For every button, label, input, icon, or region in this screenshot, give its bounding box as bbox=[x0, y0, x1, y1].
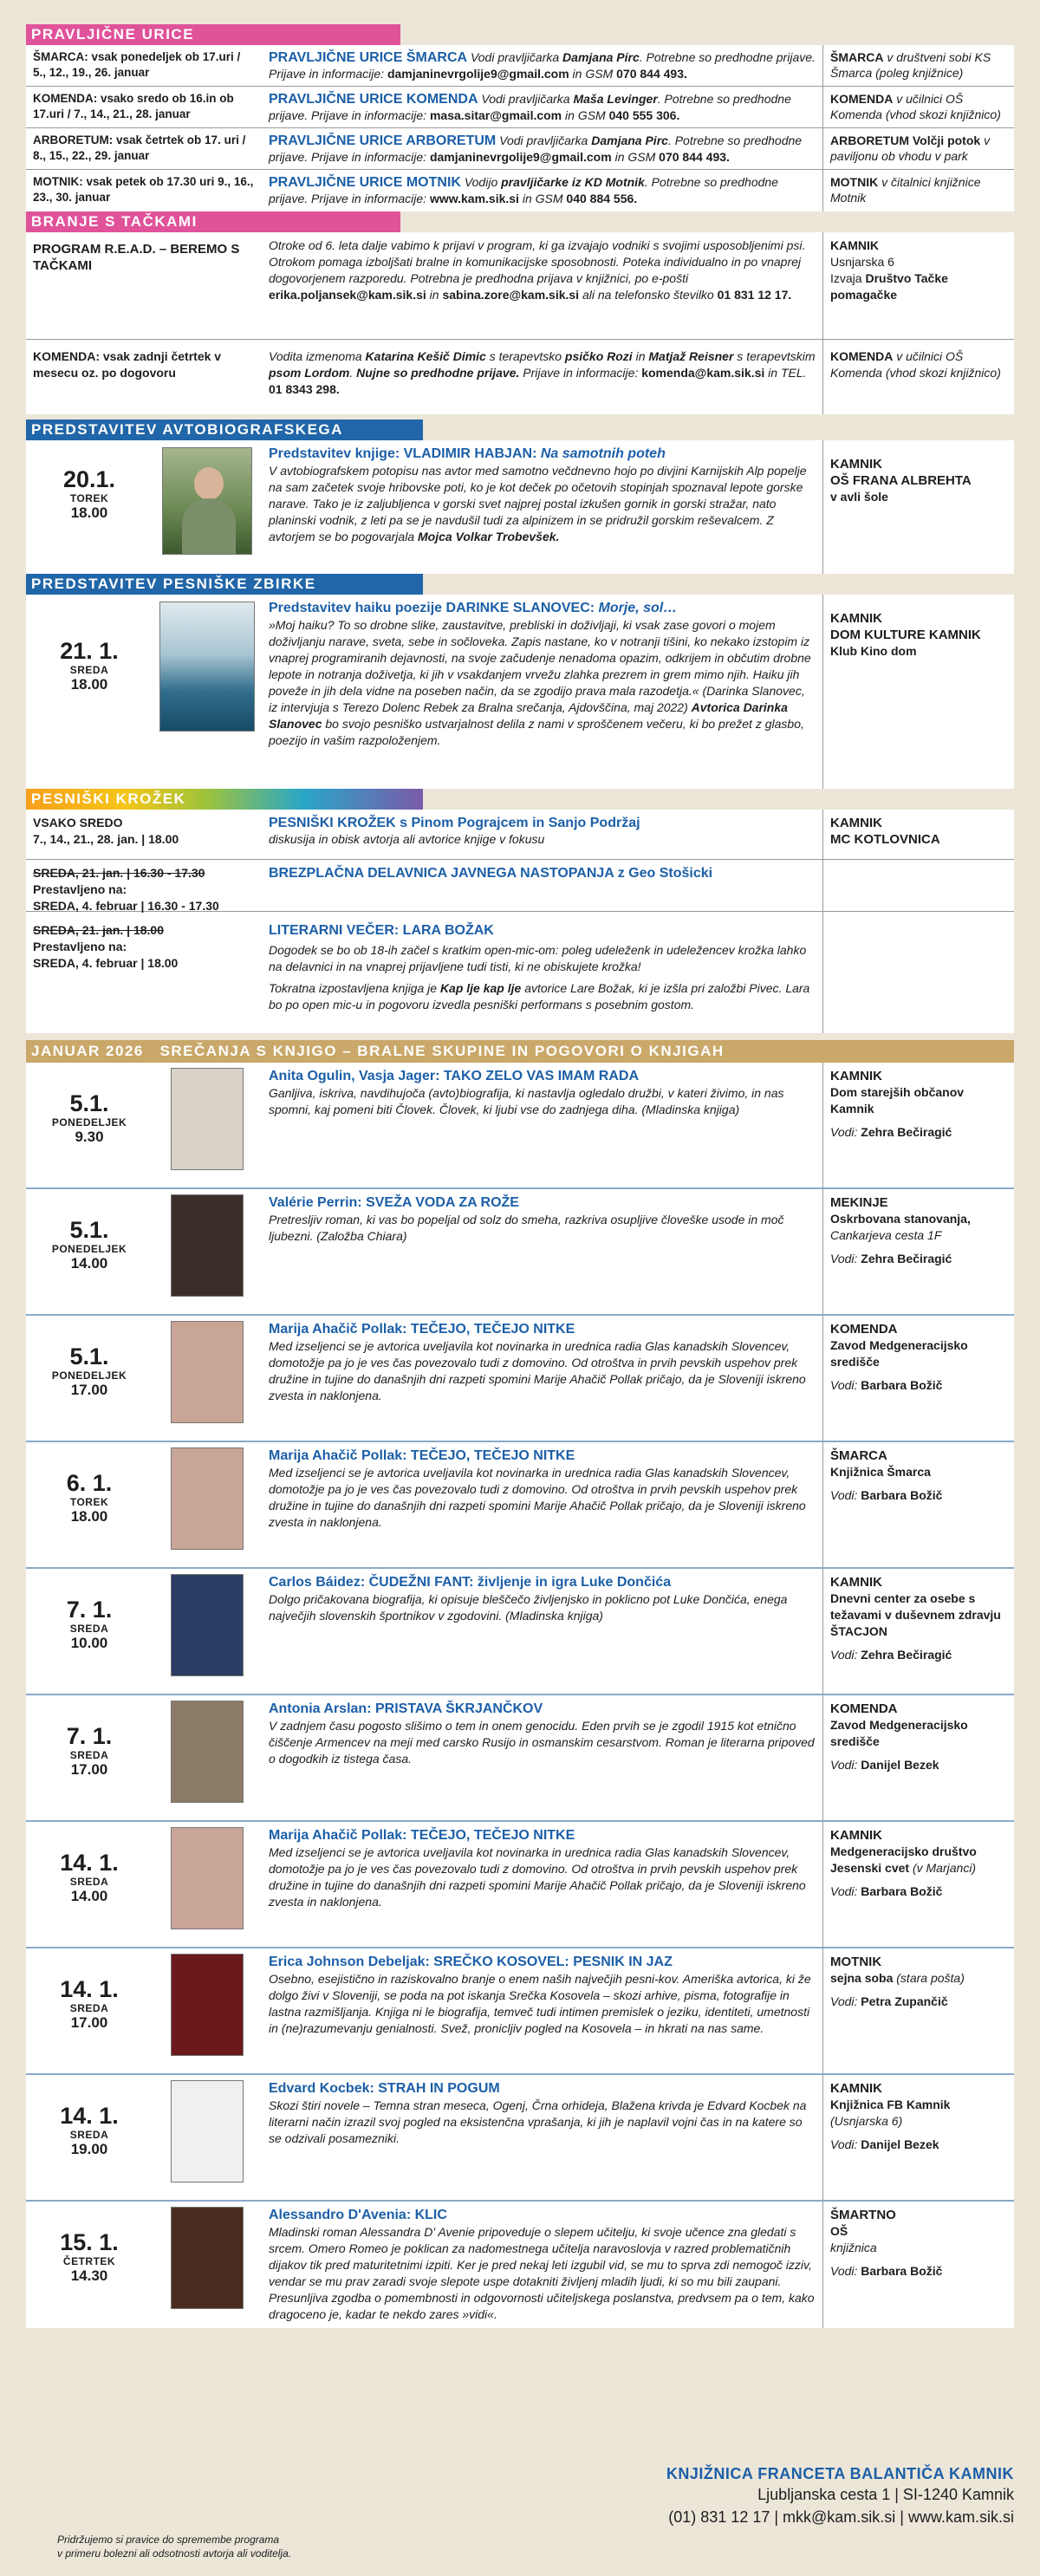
event-location: KAMNIK Knjižnica FB Kamnik (Usnjarska 6) Vodi: Danijel Bezek bbox=[830, 2081, 951, 2151]
urice-desc: PRAVLJIČNE URICE MOTNIK Vodijo pravljičarke iz KD Motnik. Potrebne so predhodne prijave. Prijave in informacije: www.kam.sik.si in GSM 040 884 556. bbox=[262, 170, 823, 211]
date-time: 18.00 bbox=[70, 676, 108, 693]
event-location: KOMENDA Zavod Medgeneracijsko središče Vodi: Barbara Božič bbox=[830, 1322, 968, 1392]
krozek-desc: PESNIŠKI KROŽEK s Pinom Pograjcem in Sanjo Podržaj diskusija in obisk avtorja ali avtorice knjige v fokusu bbox=[262, 810, 823, 859]
book-cover bbox=[153, 1695, 262, 1820]
event-location: KAMNIK Medgeneracijsko društvo Jesenski cvet (v Marjanci) Vodi: Barbara Božič bbox=[830, 1828, 977, 1898]
urice-row bbox=[26, 128, 1014, 170]
tacke-row bbox=[26, 232, 1014, 340]
book-cover bbox=[153, 1063, 262, 1187]
krozek-location bbox=[823, 912, 1014, 1033]
event-desc: Carlos Báidez: ČUDEŽNI FANT: življenje in igra Luke Dončića Dolgo pričakovana biografija, ki opisuje bleščečo življenjsko in poklicno pot Luke Dončića, enega največjih slovenskih športnikov v zgodovini. (Mladinska knjiga) bbox=[262, 1569, 823, 1694]
tacke-program: PROGRAM R.E.A.D. – BEREMO S TAČKAMI bbox=[33, 242, 240, 273]
tacke-desc: Vodita izmenoma Katarina Kešič Dimic s terapevtsko psičko Rozi in Matjaž Reisner s terapevtskim psom Lordom. Nujne so predhodne prijave. Prijave in informacije: komenda@kam.sik.si in TEL. 01 8343 298. bbox=[262, 340, 823, 414]
book-cover bbox=[153, 1189, 262, 1314]
library-info bbox=[666, 2465, 1014, 2528]
section-header-avto: PREDSTAVITEV AVTOBIOGRAFSKEGA POTOPISA bbox=[26, 420, 423, 440]
krozek-when: VSAKO SREDO 7., 14., 21., 28. jan. | 18.00 bbox=[33, 816, 179, 846]
date-time: 17.00 bbox=[70, 2014, 108, 2031]
date-weekday: ČETRTEK bbox=[62, 2255, 116, 2267]
event-row bbox=[26, 1316, 1014, 1442]
date-day: 5.1. bbox=[69, 1343, 109, 1369]
event-date bbox=[26, 1189, 153, 1314]
urice-when: KOMENDA: vsako sredo ob 16.in ob 17.uri / 7., 14., 21., 28. januar bbox=[33, 92, 234, 120]
book-cover bbox=[153, 595, 262, 789]
library-address: Ljubljanska cesta 1 | SI-1240 Kamnik bbox=[757, 2486, 1014, 2503]
tacke-location: KAMNIK Usnjarska 6 Izvaja Društvo Tačke pomagačke bbox=[830, 238, 948, 302]
program-page bbox=[26, 24, 1014, 2328]
event-desc: Valérie Perrin: SVEŽA VODA ZA ROŽE Pretresljiv roman, ki vas bo popeljal od solz do smeha, razkriva osupljive človeške usode in moč ljubezni. (Založba Chiara) bbox=[262, 1189, 823, 1314]
event-desc: Predstavitev haiku poezije DARINKE SLANOVEC: Morje, sol… »Moj haiku? To so drobne slike, zaustavitve, prebliski in doživljaji, ki vsak zase govori o mojem doživljanju narave, sveta, sebe in sočloveka. Zapis nastane, ko v notranji tišini, ko nekako izstopim iz vnaprej programiranih dejavnosti, na svoje začudenje nenadoma opazim, odkrijem in občutim drobne lepote in notranja doživetja, ki jih v vsakdanjem vrvežu zlahka prezrem in grem mimo njih. Haiku jih poveže in jih dela vidne na poseben način, da se zgodijo prava mala razodetja.« (Darinka Slanovec, iz intervjuja s Terezo Dolenc Rebek za Bralna srečanja, Ajdovščina, maj 2022) Avtorica Darinka Slanovec bo svojo pesniško ustvarjalnost delila z nami v sproščenem večeru, ki bo prežet z glasbo, poezijo in vašim razpoloženjem. bbox=[262, 595, 823, 789]
event-row bbox=[26, 2202, 1014, 2328]
pesn-event bbox=[26, 595, 1014, 789]
krozek-when: SREDA, 21. jan. | 16.30 - 17.30 Prestavljeno na: SREDA, 4. februar | 16.30 - 17.30 bbox=[33, 866, 219, 913]
event-row bbox=[26, 595, 1014, 789]
date-day: 14. 1. bbox=[60, 1976, 119, 2002]
event-desc: Antonia Arslan: PRISTAVA ŠKRJANČKOV V zadnjem času pogosto slišimo o tem in onem genocidu. Eden prvih se je zgodil 1915 kot etnično čiščenje Armencev na meji med carsko Rusijo in osmanskim cesarstvom. Roman je literarna pripoved o dogodkih iz tistega časa. bbox=[262, 1695, 823, 1820]
krozek-row bbox=[26, 810, 1014, 860]
date-weekday: SREDA bbox=[69, 1876, 109, 1888]
event-desc: Marija Ahačič Pollak: TEČEJO, TEČEJO NITKE Med izseljenci se je avtorica uveljavila kot novinarka in urednica radia Glas kanadskih Slovencev, domotožje pa jo je ves čas povezovalo tudi z domovino. Od otroštva in prvih pevskih uspehov prek družine in tujine do današnjih dni razpeti spomini Marije Ahačič Pollak pričajo, da je Sloveniji iskreno zvesta in naklonjena. bbox=[262, 1316, 823, 1441]
urice-desc: PRAVLJIČNE URICE KOMENDA Vodi pravljičarka Maša Levinger. Potrebne so predhodne prijave. Prijave in informacije: masa.sitar@gmail.com in GSM 040 555 306. bbox=[262, 87, 823, 127]
krozek-desc: BREZPLAČNA DELAVNICA JAVNEGA NASTOPANJA z Geo Stošicki bbox=[262, 860, 823, 911]
library-name: KNJIŽNICA FRANCETA BALANTIČA KAMNIK bbox=[666, 2465, 1014, 2482]
library-contact[interactable]: (01) 831 12 17 | mkk@kam.sik.si | www.kam.sik.si bbox=[668, 2508, 1014, 2526]
date-day: 21. 1. bbox=[60, 638, 119, 664]
urice-when: MOTNIK: vsak petek ob 17.30 uri 9., 16., 23., 30. januar bbox=[33, 175, 254, 204]
date-day: 5.1. bbox=[69, 1090, 109, 1116]
date-time: 14.00 bbox=[70, 1888, 108, 1904]
event-row bbox=[26, 1569, 1014, 1695]
event-date bbox=[26, 1822, 153, 1947]
urice-location: ŠMARCA v društveni sobi KS Šmarca (poleg knjižnice) bbox=[830, 50, 991, 80]
date-weekday: SREDA bbox=[69, 1623, 109, 1635]
events-table bbox=[26, 1063, 1014, 2328]
date-day: 7. 1. bbox=[66, 1723, 113, 1749]
urice-location: KOMENDA v učilnici OŠ Komenda (vhod skozi knjižnico) bbox=[830, 92, 1001, 121]
book-cover bbox=[153, 2075, 262, 2200]
event-desc: Marija Ahačič Pollak: TEČEJO, TEČEJO NITKE Med izseljenci se je avtorica uveljavila kot novinarka in urednica radia Glas kanadskih Slovencev, domotožje pa jo je ves čas povezovalo tudi z domovino. Od otroštva in prvih pevskih uspehov prek družine in tujine do današnjih dni razpeti spomini Marije Ahačič Pollak pričajo, da je Sloveniji iskreno zvesta in naklonjena. bbox=[262, 1442, 823, 1567]
event-desc: Edvard Kocbek: STRAH IN POGUM Skozi štiri novele – Temna stran meseca, Ogenj, Črna orhideja, Blažena krivda je Edvard Kocbek na literarni način izrazil svoj pogled na eksistenčna vprašanja, ki jih je naplavil vojni čas in na katere so se odzivali posamezniki. bbox=[262, 2075, 823, 2200]
urice-location: ARBORETUM Volčji potok v paviljonu ob vhodu v park bbox=[830, 133, 991, 163]
tacke-location: KOMENDA v učilnici OŠ Komenda (vhod skozi knjižnico) bbox=[830, 349, 1001, 380]
event-location: MOTNIK sejna soba (stara pošta) Vodi: Petra Zupančič bbox=[830, 1955, 965, 2008]
event-location: KAMNIK Dom starejših občanov Kamnik Vodi: Zehra Bečiragić bbox=[830, 1069, 965, 1139]
book-cover bbox=[153, 1569, 262, 1694]
event-date bbox=[26, 1695, 153, 1820]
urice-location: MOTNIK v čitalnici knjižnice Motnik bbox=[830, 175, 981, 205]
date-weekday: SREDA bbox=[69, 2129, 109, 2141]
date-time: 10.00 bbox=[70, 1635, 108, 1651]
urice-when: ARBORETUM: vsak četrtek ob 17. uri / 8., 15., 22., 29. januar bbox=[33, 133, 246, 162]
event-desc: Anita Ogulin, Vasja Jager: TAKO ZELO VAS IMAM RADA Ganljiva, iskriva, navdihujoča (avto)biografija, ki nastavlja ogledalo družbi, v kateri živimo, in nas spomni, kaj pomeni biti Človek. Človek, ki ljubi vse do zadnjega diha. (Mladinska knjiga) bbox=[262, 1063, 823, 1187]
section-header-tacke: BRANJE S TAČKAMI bbox=[26, 211, 400, 232]
section-header-januar bbox=[26, 1040, 1014, 1063]
krozek-location: KAMNIK MC KOTLOVNICA bbox=[830, 816, 940, 847]
event-row bbox=[26, 1063, 1014, 1189]
date-weekday: PONEDELJEK bbox=[51, 1369, 127, 1382]
event-date bbox=[26, 1063, 153, 1187]
tacke-table bbox=[26, 232, 1014, 414]
event-desc: Erica Johnson Debeljak: SREČKO KOSOVEL: PESNIK IN JAZ Osebno, esejistično in raziskovalno branje o enem naših največjih pesni-kov. Ameriška avtorica, ki že dolgo živi v Sloveniji, se poda na pot iskanja Srečka Kosovela – skozi arhive, pisma, fotografije in lastna razmišljanja. Knjiga ni le biografija, temveč tudi intimen premislek o jeziku, identiteti, umetnosti in (ne)razumevanju genialnosti. Svež, pronicljiv pogled na Kosovela – in hkrati na nas same. bbox=[262, 1948, 823, 2073]
krozek-row bbox=[26, 860, 1014, 912]
date-weekday: SREDA bbox=[69, 664, 109, 676]
urice-desc: PRAVLJIČNE URICE ŠMARCA Vodi pravljičarka Damjana Pirc. Potrebne so predhodne prijave. Prijave in informacije: damjaninevrgolije9@gmail.com in GSM 070 844 493. bbox=[262, 45, 823, 86]
date-time: 17.00 bbox=[70, 1761, 108, 1778]
event-location: KAMNIK Dnevni center za osebe s težavami v duševnem zdravju ŠTACJON Vodi: Zehra Bečiragić bbox=[830, 1575, 1001, 1662]
event-date bbox=[26, 1569, 153, 1694]
date-time: 19.00 bbox=[70, 2141, 108, 2157]
event-location: KAMNIK DOM KULTURE KAMNIK Klub Kino dom bbox=[830, 611, 981, 658]
section-header-pesn: PREDSTAVITEV PESNIŠKE ZBIRKE bbox=[26, 574, 423, 595]
date-day: 15. 1. bbox=[60, 2229, 119, 2255]
date-day: 5.1. bbox=[69, 1217, 109, 1243]
date-day: 6. 1. bbox=[66, 1470, 113, 1496]
event-location: KAMNIK OŠ FRANA ALBREHTA v avli šole bbox=[830, 457, 972, 504]
event-location: MEKINJE Oskrbovana stanovanja, Cankarjeva cesta 1F Vodi: Zehra Bečiragić bbox=[830, 1195, 971, 1265]
event-date bbox=[26, 2202, 153, 2328]
event-desc: Predstavitev knjige: VLADIMIR HABJAN: Na samotnih poteh V avtobiografskem potopisu nas avtor med samotno večdnevno hojo po divjini Karnijskih Alp popelje na sam začetek svoje hribovske poti, ko je kot deček po očetovih stopinjah spoznaval lepote gorske narave. Tako je iz zaljubljenca v gorski svet najprej postal izkušen gornik in gorski stražar, nato planinski vodnik, z leti pa se je navdušil tudi za alpinizem in se pridružil gorskim reševalcem. Z avtorjem se bo pogovarjala Mojca Volkar Trobevšek. bbox=[262, 440, 823, 574]
urice-when: ŠMARCA: vsak ponedeljek ob 17.uri / 5., 12., 19., 26. januar bbox=[33, 50, 241, 79]
date-time: 18.00 bbox=[70, 504, 108, 521]
event-row bbox=[26, 1442, 1014, 1569]
event-location: ŠMARTNO OŠ knjižnica Vodi: Barbara Božič bbox=[830, 2208, 943, 2278]
date-day: 14. 1. bbox=[60, 1850, 119, 1876]
event-row bbox=[26, 1695, 1014, 1822]
event-row bbox=[26, 440, 1014, 574]
date-weekday: TOREK bbox=[69, 492, 109, 504]
disclaimer: Pridržujemo si pravice do spremembe programa v primeru bolezni ali odsotnosti avtorja ali voditelja. bbox=[57, 2534, 292, 2560]
book-cover bbox=[153, 1316, 262, 1441]
event-location: KOMENDA Zavod Medgeneracijsko središče Vodi: Danijel Bezek bbox=[830, 1701, 968, 1772]
date-time: 9.30 bbox=[75, 1129, 104, 1145]
month-label: JANUAR 2026 bbox=[31, 1043, 144, 1059]
date-time: 17.00 bbox=[70, 1382, 108, 1398]
event-date bbox=[26, 595, 153, 789]
date-day: 20.1. bbox=[62, 466, 116, 492]
tacke-row bbox=[26, 340, 1014, 414]
book-cover bbox=[153, 1822, 262, 1947]
urice-row bbox=[26, 87, 1014, 128]
date-weekday: TOREK bbox=[69, 1496, 109, 1508]
author-photo bbox=[153, 440, 262, 574]
date-day: 7. 1. bbox=[66, 1597, 113, 1623]
krozek-row bbox=[26, 912, 1014, 1033]
book-cover bbox=[153, 2202, 262, 2328]
event-date bbox=[26, 440, 153, 574]
event-date bbox=[26, 2075, 153, 2200]
avto-event bbox=[26, 440, 1014, 574]
event-desc: Alessandro D'Avenia: KLIC Mladinski roman Alessandra D' Avenie pripoveduje o slepem učitelju, ki svoje učence zna gledati s srcem. Omero Romeo je poklican za nadomestnega učitelja naravoslovja v razred problematičnih dijakov tik pred maturitetnimi izpiti. Ker je pred nekaj leti izgubil vid, se mu to sprva zdi nemogoč izziv, vendar se mu prav zaradi svoje slepote uspe dotakniti življenj mladih ljudi, ki so mu bili zaupani. Presunljiva zgodba o pomembnosti in odgovornosti učiteljskega poslanstva, predvsem pa o tem, kako dragoceno je, kadar te nekdo zares »vidi«. bbox=[262, 2202, 823, 2328]
footer bbox=[26, 2453, 1014, 2560]
book-cover bbox=[153, 1948, 262, 2073]
date-time: 14.30 bbox=[70, 2267, 108, 2284]
section-header-urice: PRAVLJIČNE URICE bbox=[26, 24, 400, 45]
tacke-desc: Otroke od 6. leta dalje vabimo k prijavi v program, ki ga izvajajo vodniki s svojimi usposobljenimi psi. Otrokom pomaga izboljšati bralne in komunikacijske sposobnosti. Poteka individualno in po vnaprej dogovorjenem razporedu. Potrebna je predhodna prijava v knjižnici, po e-pošti erika.poljansek@kam.sik.si in sabina.zore@kam.sik.si ali na telefonsko številko 01 831 12 17. bbox=[262, 232, 823, 339]
section-header-krozek: PESNIŠKI KROŽEK bbox=[26, 789, 423, 810]
event-row bbox=[26, 1948, 1014, 2075]
event-date bbox=[26, 1316, 153, 1441]
date-weekday: SREDA bbox=[69, 2002, 109, 2014]
series-label: SREČANJA S KNJIGO – BRALNE SKUPINE IN POGOVORI O KNJIGAH bbox=[159, 1043, 725, 1059]
event-date bbox=[26, 1442, 153, 1567]
book-cover bbox=[153, 1442, 262, 1567]
date-day: 14. 1. bbox=[60, 2103, 119, 2129]
event-location: ŠMARCA Knjižnica Šmarca Vodi: Barbara Božič bbox=[830, 1448, 943, 1502]
event-desc: Marija Ahačič Pollak: TEČEJO, TEČEJO NITKE Med izseljenci se je avtorica uveljavila kot novinarka in urednica radia Glas kanadskih Slovencev, domotožje pa jo je ves čas povezovalo tudi z domovino. Od otroštva in prvih pevskih uspehov prek družine in tujine do današnjih dni razpeti spomini Marije Ahačič Pollak pričajo, da je Sloveniji iskreno zvesta in naklonjena. bbox=[262, 1822, 823, 1947]
date-weekday: PONEDELJEK bbox=[51, 1116, 127, 1129]
krozek-table bbox=[26, 810, 1014, 1033]
date-weekday: SREDA bbox=[69, 1749, 109, 1761]
krozek-location bbox=[823, 860, 1014, 911]
date-weekday: PONEDELJEK bbox=[51, 1243, 127, 1255]
krozek-when: SREDA, 21. jan. | 18.00 Prestavljeno na: SREDA, 4. februar | 18.00 bbox=[33, 923, 179, 970]
urice-desc: PRAVLJIČNE URICE ARBORETUM Vodi pravljičarka Damjana Pirc. Potrebne so predhodne prijave. Prijave in informacije: damjaninevrgolije9@gmail.com in GSM 070 844 493. bbox=[262, 128, 823, 169]
urice-row bbox=[26, 45, 1014, 87]
event-row bbox=[26, 1822, 1014, 1948]
tacke-when: KOMENDA: vsak zadnji četrtek v mesecu oz. po dogovoru bbox=[33, 349, 222, 380]
urice-row bbox=[26, 170, 1014, 211]
date-time: 14.00 bbox=[70, 1255, 108, 1272]
date-time: 18.00 bbox=[70, 1508, 108, 1525]
urice-table bbox=[26, 45, 1014, 211]
event-date bbox=[26, 1948, 153, 2073]
krozek-desc: LITERARNI VEČER: LARA BOŽAK Dogodek se bo ob 18-ih začel s kratkim open-mic-om: poleg udeleženk in udeležencev krožka lahko na delavnici in na vnaprej prijavljene tudi tisti, ki ne obiskujete krožka! Tokratna izpostavljena knjiga je Kap lje kap lje avtorice Lare Božak, ki je izšla pri založbi Pivec. Lara bo po open mic-u in pogovoru izvedla pesniški performans s posebnim gostom. bbox=[262, 912, 823, 1033]
event-row bbox=[26, 1189, 1014, 1316]
event-row bbox=[26, 2075, 1014, 2202]
